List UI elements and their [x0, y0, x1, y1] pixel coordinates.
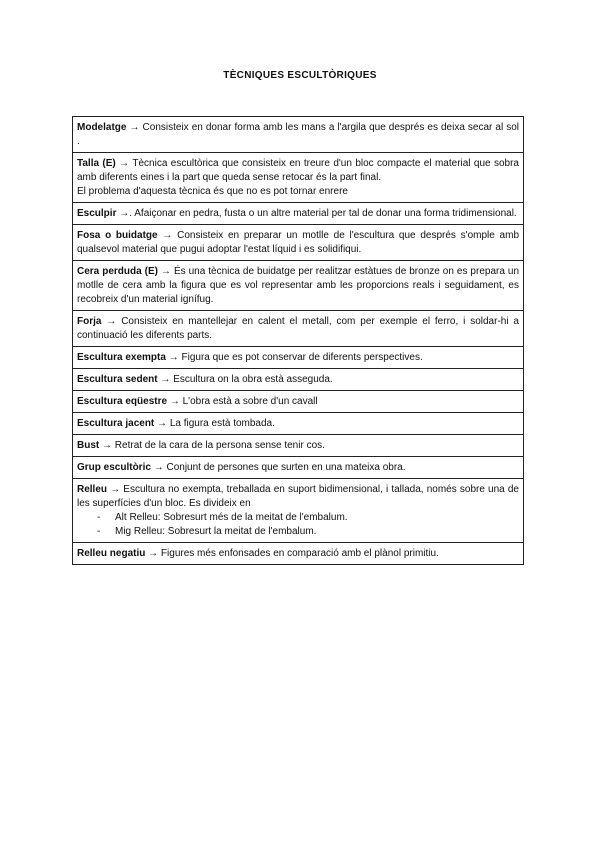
arrow-glyph: → [119, 208, 130, 219]
entry-cell [73, 413, 524, 435]
entry-cell [73, 261, 524, 311]
table-row [73, 435, 524, 457]
table-row [73, 203, 524, 225]
arrow-glyph: → [110, 484, 121, 495]
table-row [73, 391, 524, 413]
arrow-glyph: → [106, 316, 117, 327]
dash-bullet: - [97, 526, 101, 537]
entry-term: Escultura jacent [77, 418, 155, 429]
table-row [73, 311, 524, 347]
entry-definition: Tècnica escultòrica que consisteix en treure d'un bloc compacte el material que sobra amb diferents eines i la part que queda sense retocar és la part final. [77, 158, 519, 183]
entry-definition: L'obra està a sobre d'un cavall [182, 396, 318, 407]
list-item [77, 511, 519, 525]
entry-definition: És una tècnica de buidatge per realitzar estàtues de bronze on es prepara un motlle de cera amb la figura que es vol representar amb les proporcions reals i seguidament, es recobreix d'un material ignífug. [77, 266, 520, 305]
arrow-glyph: → [148, 548, 159, 559]
entry-cell [73, 435, 524, 457]
entry-cell [73, 457, 524, 479]
entry-term: Talla (E) [77, 158, 116, 169]
entry-cell [73, 311, 524, 347]
entry-term: Relleu [77, 484, 108, 495]
relleu-subtypes-list [77, 511, 519, 539]
table-row [73, 225, 524, 261]
entry-cell [73, 543, 524, 565]
list-item [77, 525, 519, 539]
arrow-glyph: → [157, 418, 168, 429]
entry-definition: Escultura no exempta, treballada en suport bidimensional, i tallada, només sobre una de les superfícies d'un bloc. Es divideix en [77, 484, 519, 509]
entry-term: Cera perduda (E) [77, 266, 158, 277]
entry-term: Bust [77, 440, 100, 451]
entry-cell [73, 479, 524, 543]
entry-cell [73, 225, 524, 261]
table-row [73, 347, 524, 369]
entry-cell [73, 153, 524, 203]
list-item-text: Mig Relleu: Sobresurt la meitat de l'embalum. [115, 526, 317, 537]
entry-term: Modelatge [77, 122, 127, 133]
entry-definition: Conjunt de persones que surten en una mateixa obra. [166, 462, 406, 473]
glossary-table [72, 116, 524, 565]
entry-cell [73, 391, 524, 413]
arrow-glyph: → [102, 440, 113, 451]
entry-term: Relleu negatiu [77, 548, 146, 559]
entry-term: Esculpir [77, 208, 117, 219]
entry-definition: La figura està tombada. [169, 418, 275, 429]
entry-cell [73, 347, 524, 369]
entry-term: Escultura exempta [77, 352, 166, 363]
arrow-glyph: → [169, 396, 180, 407]
entry-term: Escultura sedent [77, 374, 158, 385]
table-row [73, 117, 524, 153]
entry-definition: Escultura on la obra està asseguda. [173, 374, 333, 385]
entry-definition: . Afaiçonar en pedra, fusta o un altre material per tal de donar una forma tridimensional. [129, 208, 517, 219]
entry-definition: Consisteix en mantellejar en calent el metall, com per exemple el ferro, i soldar-hi a continuació les diferents parts. [77, 316, 519, 341]
dash-bullet: - [97, 512, 101, 523]
entry-term: Fosa o buidatge [77, 230, 158, 241]
page-title: TÈCNIQUES ESCULTÒRIQUES [223, 70, 377, 81]
entry-cell [73, 369, 524, 391]
arrow-glyph: → [129, 122, 140, 133]
arrow-glyph: → [162, 230, 173, 241]
table-row [73, 543, 524, 565]
table-row [73, 369, 524, 391]
entry-cell [73, 203, 524, 225]
table-row [73, 153, 524, 203]
entry-term: Escultura eqüestre [77, 396, 168, 407]
entry-definition: Figures més enfonsades en comparació amb el plànol primitiu. [160, 548, 439, 559]
table-row [73, 457, 524, 479]
list-item-text: Alt Relleu: Sobresurt més de la meitat de l'embalum. [115, 512, 348, 523]
entry-definition: Figura que es pot conservar de diferents perspectives. [181, 352, 423, 363]
arrow-glyph: → [160, 266, 171, 277]
table-row [73, 479, 524, 543]
arrow-glyph: → [168, 352, 179, 363]
entry-definition: Consisteix en preparar un motlle de l'escultura que després s'omple amb qualsevol material que pugui adoptar l'estat líquid i es solidifiqui. [77, 230, 520, 255]
arrow-glyph: → [160, 374, 171, 385]
entry-cell [73, 117, 524, 153]
arrow-glyph: → [153, 462, 164, 473]
table-row [73, 413, 524, 435]
entry-definition: Retrat de la cara de la persona sense tenir cos. [114, 440, 325, 451]
arrow-glyph: → [119, 158, 130, 169]
entry-term: Grup escultòric [77, 462, 151, 473]
entry-extra-note: El problema d'aquesta tècnica és que no es pot tornar enrere [77, 186, 348, 197]
table-row [73, 261, 524, 311]
entry-definition: Consisteix en donar forma amb les mans a l'argila que després es deixa secar al sol . [77, 122, 520, 147]
entry-term: Forja [77, 316, 102, 327]
